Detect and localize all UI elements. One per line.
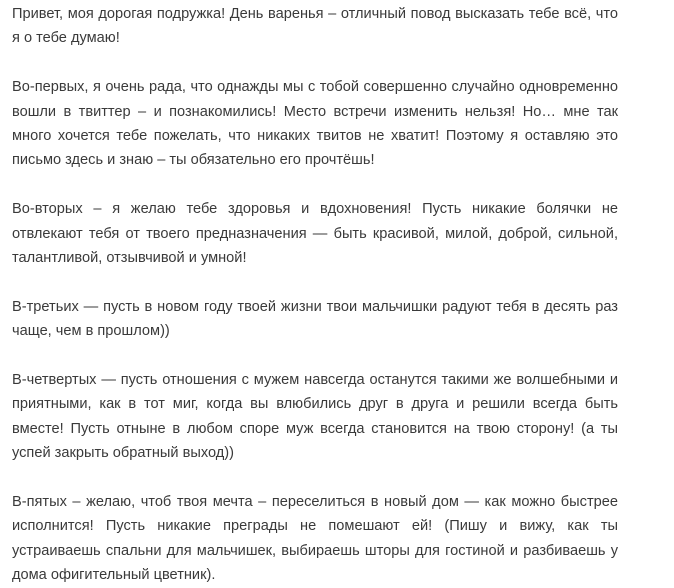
paragraph-fifth: В-пятых – желаю, чтоб твоя мечта – переселиться в новый дом — как можно быстрее исполнится! Пусть никакие преграды не помешают ей! (Пишу и вижу, как ты устраиваешь спальни для мальчишек, выбираешь шторы для гостиной и разбиваешь у дома офигительный цветник). — [12, 494, 618, 584]
letter-body — [12, 2, 618, 588]
paragraph-third: В-третьих — пусть в новом году твоей жизни твои мальчишки радуют тебя в десять раз чаще, чем в прошлом)) — [12, 298, 618, 340]
paragraph-fourth: В-четвертых — пусть отношения с мужем навсегда останутся такими же волшебными и приятными, как в тот миг, когда вы влюбились друг в друга и решили всегда быть вместе! Пусть отныне в любом споре муж всегда становится на твою сторону! (а ты успей закрыть обратный выход)) — [12, 372, 618, 462]
paragraph-second: Во-вторых – я желаю тебе здоровья и вдохновения! Пусть никакие болячки не отвлекают тебя от твоего предназначения — быть красивой, милой, доброй, сильной, талантливой, отзывчивой и умной! — [12, 201, 618, 267]
paragraph-first: Во-первых, я очень рада, что однажды мы с тобой совершенно случайно одновременно вошли в твиттер – и познакомились! Место встречи изменить нельзя! Но… мне так много хочется тебе пожелать, что никаких твитов не хватит! Поэтому я оставляю это письмо здесь и знаю – ты обязательно его прочтёшь! — [12, 79, 618, 169]
paragraph-greeting: Привет, моя дорогая подружка! День варенья – отличный повод высказать тебе всё, что я о тебе думаю! — [12, 6, 618, 47]
